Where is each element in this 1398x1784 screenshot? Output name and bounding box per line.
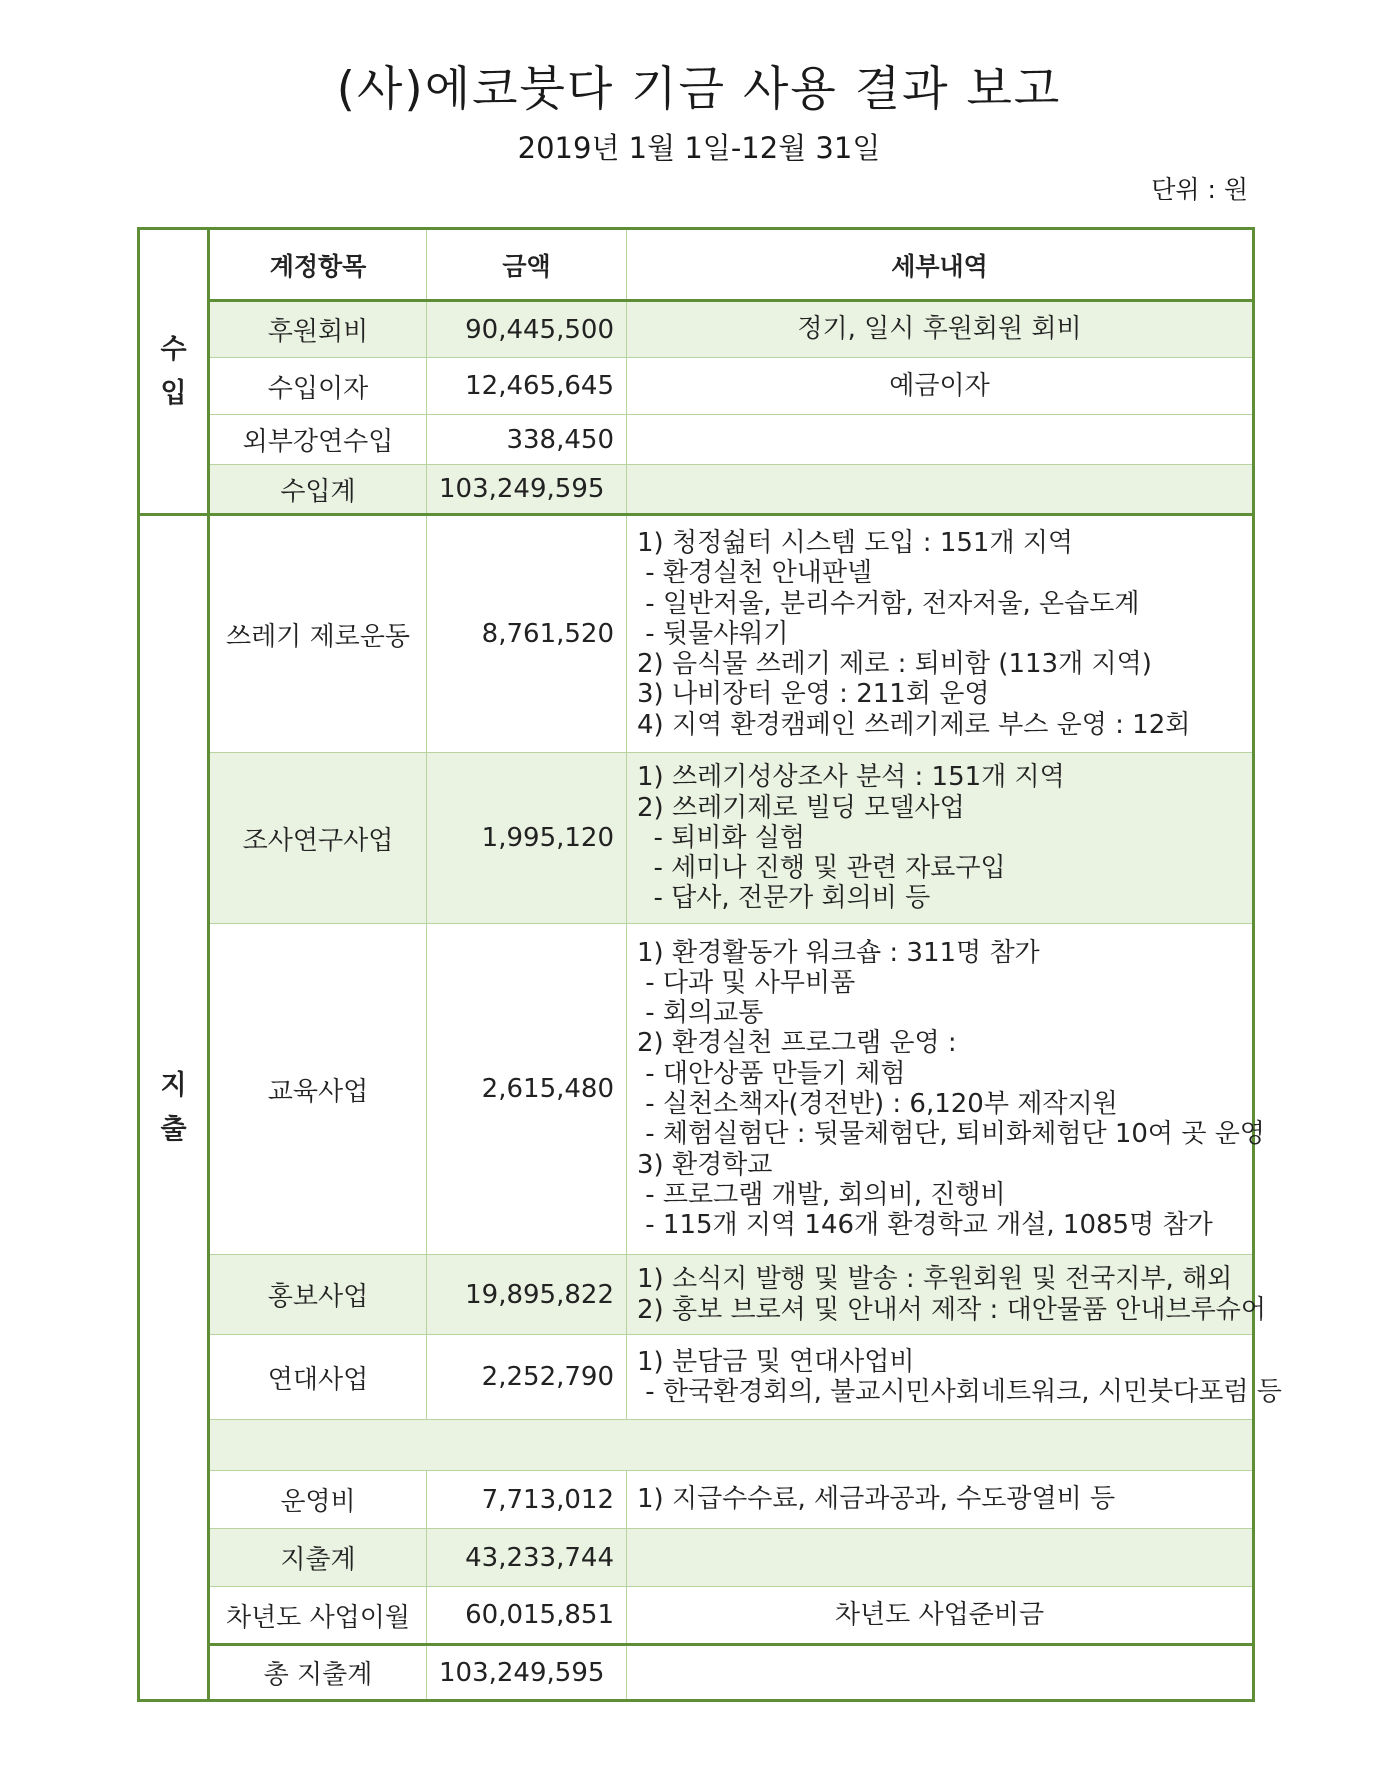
detail-line: 2) 쓰레기제로 빌딩 모델사업: [637, 792, 965, 823]
detail-line: 1) 쓰레기성상조사 분석 : 151개 지역: [637, 762, 1065, 793]
expense-subtotal-row: [139, 1529, 1254, 1587]
item-amount: 2,252,790: [427, 1335, 627, 1420]
carry-over-label: 차년도 사업이월: [209, 1587, 427, 1645]
header-detail: 세부내역: [627, 229, 1254, 301]
detail-line: - 뒷물샤워기: [637, 618, 789, 649]
detail-line: 1) 환경활동가 워크숍 : 311명 참가: [637, 937, 1040, 968]
unit-label: 단위 : 원: [1151, 175, 1248, 204]
detail-line: 2) 홍보 브로셔 및 안내서 제작 : 대안물품 안내브루슈어: [637, 1294, 1266, 1325]
empty-cell: [627, 1529, 1254, 1587]
item-amount: 90,445,500: [427, 301, 627, 358]
item-amount: 338,450: [427, 415, 627, 465]
item-detail: [627, 924, 1265, 1255]
item-detail: [627, 1255, 1266, 1335]
detail-line: - 115개 지역 146개 환경학교 개설, 1085명 참가: [637, 1210, 1213, 1241]
table-header-row: [139, 229, 1254, 301]
item-detail: [627, 415, 1254, 465]
detail-line: 2) 환경실천 프로그램 운영 :: [637, 1028, 957, 1059]
item-name: 홍보사업: [209, 1255, 427, 1335]
detail-line: - 한국환경회의, 불교시민사회네트워크, 시민붓다포럼 등: [637, 1377, 1282, 1407]
item-amount: 1,995,120: [427, 753, 627, 924]
item-name: 쓰레기 제로운동: [209, 515, 427, 753]
item-name: 교육사업: [209, 924, 427, 1255]
header-amount: 금액: [427, 229, 627, 301]
header-item: 계정항목: [209, 229, 427, 301]
item-name: 수입이자: [209, 358, 427, 415]
detail-line: - 퇴비화 실험: [637, 822, 806, 853]
expense-row: [139, 1255, 1254, 1335]
income-row: [139, 301, 1254, 358]
carry-over-amount: 60,015,851: [427, 1587, 627, 1645]
item-amount: 7,713,012: [427, 1471, 627, 1529]
item-detail: [627, 515, 1254, 753]
income-section-label: 수 입: [139, 229, 209, 515]
grand-total-row: [139, 1645, 1254, 1701]
detail-line: 3) 나비장터 운영 : 211회 운영: [637, 679, 990, 710]
item-amount: 19,895,822: [427, 1255, 627, 1335]
item-name: 운영비: [209, 1471, 427, 1529]
detail-line: 3) 환경학교: [637, 1149, 773, 1180]
item-name: 연대사업: [209, 1335, 427, 1420]
detail-line: - 답사, 전문가 회의비 등: [637, 883, 931, 914]
detail-line: - 세미나 진행 및 관련 자료구입: [637, 853, 1006, 884]
detail-line: 1) 분담금 및 연대사업비: [637, 1346, 915, 1377]
item-detail: 정기, 일시 후원회원 회비: [627, 301, 1254, 358]
detail-line: - 다과 및 사무비품: [637, 967, 856, 998]
grand-total-amount: 103,249,595: [427, 1645, 627, 1701]
empty-band: [209, 1420, 1254, 1471]
item-name: 후원회비: [209, 301, 427, 358]
detail-line: - 대안상품 만들기 체험: [637, 1058, 906, 1089]
fund-report-table: [137, 227, 1282, 1702]
detail-line: 1) 청정쉶터 시스템 도입 : 151개 지역: [637, 527, 1074, 558]
item-detail: [627, 753, 1254, 924]
expense-section-label: 지 출: [139, 515, 209, 1701]
item-amount: 12,465,645: [427, 358, 627, 415]
report-title: (사)에코붓다 기금 사용 결과 보고: [336, 62, 1062, 117]
item-amount: 2,615,480: [427, 924, 627, 1255]
item-name: 조사연구사업: [209, 753, 427, 924]
expense-row: [139, 924, 1254, 1255]
detail-line: - 일반저울, 분리수거함, 전자저울, 온습도계: [637, 588, 1140, 619]
income-total-amount: 103,249,595: [427, 465, 627, 515]
expense-row: [139, 753, 1254, 924]
expense-row: [139, 515, 1254, 753]
detail-line: - 환경실천 안내판넬: [637, 558, 873, 589]
detail-line: 2) 음식물 쓰레기 제로 : 퇴비함 (113개 지역): [637, 649, 1152, 680]
report-period: 2019년 1월 1일-12월 31일: [517, 131, 881, 165]
income-total-row: [139, 465, 1254, 515]
item-detail: [627, 1335, 1282, 1420]
detail-line: 1) 소식지 발행 및 발송 : 후원회원 및 전국지부, 해외: [637, 1264, 1233, 1295]
detail-line: - 회의교통: [637, 998, 764, 1029]
expense-subtotal-label: 지출계: [209, 1529, 427, 1587]
expense-row: [139, 1335, 1254, 1420]
income-total-label: 수입계: [209, 465, 427, 515]
item-detail: 예금이자: [627, 358, 1254, 415]
empty-cell: [627, 1645, 1254, 1701]
carry-over-detail: 차년도 사업준비금: [627, 1587, 1254, 1645]
item-detail: [627, 1471, 1254, 1529]
expense-row: [139, 1471, 1254, 1529]
expense-row-empty: [139, 1420, 1254, 1471]
detail-line: 4) 지역 환경캠페인 쓰레기제로 부스 운영 : 12회: [637, 709, 1191, 740]
detail-line: 1) 지급수수료, 세금과공과, 수도광열비 등: [637, 1484, 1116, 1515]
detail-line: - 체험실험단 : 뒷물체험단, 퇴비화체험단 10여 곳 운영: [637, 1119, 1265, 1150]
detail-line: - 실천소책자(경전반) : 6,120부 제작지원: [637, 1089, 1118, 1119]
grand-total-label: 총 지출계: [209, 1645, 427, 1701]
income-row: [139, 358, 1254, 415]
expense-subtotal-amount: 43,233,744: [427, 1529, 627, 1587]
item-amount: 8,761,520: [427, 515, 627, 753]
carry-over-row: [139, 1587, 1254, 1645]
income-row: [139, 415, 1254, 465]
empty-cell: [627, 465, 1254, 515]
item-name: 외부강연수입: [209, 415, 427, 465]
detail-line: - 프로그램 개발, 회의비, 진행비: [637, 1179, 1006, 1210]
